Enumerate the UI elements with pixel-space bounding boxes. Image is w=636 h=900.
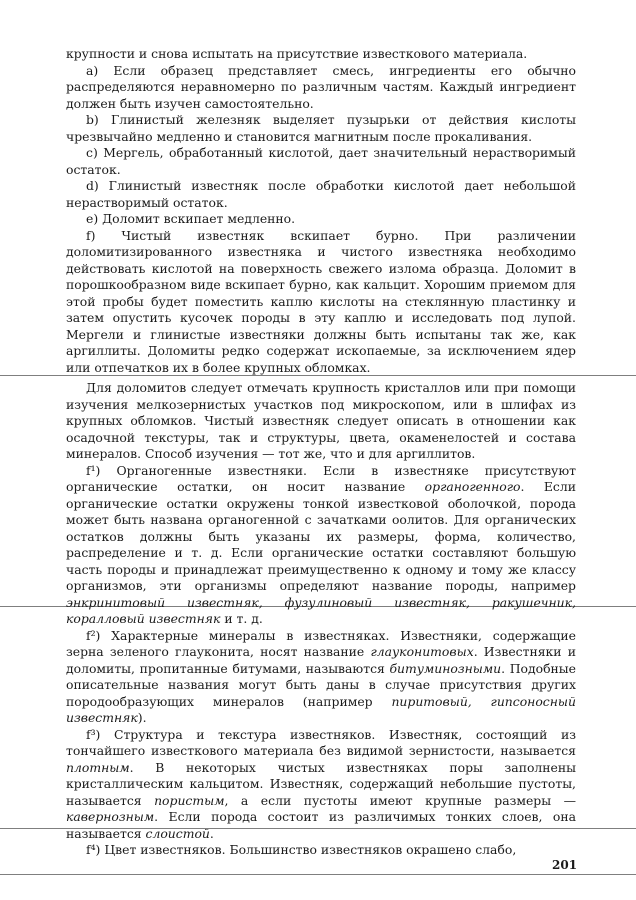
text-run: f) Чистый известняк вскипает бурно. При различении доломитизированного известняка и чистого известняка необходимо действовать кислотой на поверхность свежего излома образца. Доломит в порошкообразном виде вскипает бурно, как кальцит. Хорошим приемом для этой пробы будет поместить каплю кислоты на стеклянную пластинку и затем опустить кусочек породы в эту каплю и исследовать под лупой. Мергели и глинистые известняки должны быть испытаны так же, как аргиллиты. Доломиты редко содержат ископаемые, за исключением ядер или отпечатков их в более крупных обломках.: [66, 227, 576, 375]
text-run: крупности и снова испытать на присутствие известкового материала.: [66, 46, 528, 61]
text-run: . Подобные описательные названия могут быть даны в случае присутствия других породообразующих минералов (например: [66, 660, 576, 709]
text-run: f⁴) Цвет известняков. Большинство известняков окрашено слабо,: [86, 842, 517, 857]
italic-term: энкринитовый известняк, фузулиновый известняк, ракушечник, коралловый известняк: [66, 594, 576, 626]
text-run: b) Глинистый железняк выделяет пузырьки от действия кислоты чрезвычайно медленно и становится магнитным после прокаливания.: [66, 112, 576, 144]
text-run: f²) Характерные минералы в известняках. Известняки, содержащие зерна зеленого глауконита, носят название: [66, 627, 576, 659]
text-run: d) Глинистый известняк после обработки кислотой дает небольшой нерастворимый остаток.: [66, 178, 576, 210]
italic-term: плотным: [66, 759, 130, 775]
text-run: . Известняки и доломиты, пропитанные битумами, называются: [66, 644, 576, 676]
scan-rule-line: [0, 874, 636, 875]
text-run: Для доломитов следует отмечать крупность кристаллов или при помощи изучения мелкозернистых участков под микроскопом, или в шлифах из крупных обломков. Чистый известняк следует описать в отношении как осадочной текстуры, так и структуры, цвета, окаменелостей и состава минералов. Способ изучения — тот же, что и для аргиллитов.: [66, 380, 576, 461]
paragraph: [66, 727, 576, 843]
paragraph: [66, 112, 576, 145]
text-run: .: [209, 825, 214, 841]
paragraph: [66, 842, 576, 859]
paragraph: [66, 63, 576, 113]
text-run: c) Мергель, обработанный кислотой, дает значительный нерастворимый остаток.: [66, 145, 576, 177]
page-body-text: [66, 46, 576, 859]
text-run: . В некоторых чистых известняках поры заполнены кристаллическим кальцитом. Известняк, содержащий небольшие пустоты, называется: [66, 759, 576, 808]
paragraph: [66, 178, 576, 211]
paragraph: [66, 145, 576, 178]
paragraph: [66, 463, 576, 628]
text-run: , а если пустоты имеют крупные размеры —: [224, 792, 576, 808]
italic-term: битуминозными: [389, 660, 502, 676]
italic-term: органогенного: [424, 479, 521, 494]
italic-term: пиритовый, гипсоносный известняк: [66, 693, 576, 725]
text-run: и т. д.: [220, 611, 263, 626]
text-run: ).: [137, 710, 147, 725]
italic-term: пористым: [154, 792, 225, 808]
paragraph: [66, 380, 576, 463]
text-run: f³) Структура и текстура известняков. Известняк, состоящий из тончайшего известкового материала без видимой зернистости, называется: [66, 726, 576, 758]
page-number: 201: [552, 858, 578, 872]
paragraph: [66, 46, 576, 63]
paragraph: [66, 628, 576, 727]
text-run: . Если органические остатки окружены тонкой известковой оболочкой, порода может быть названа органогенной с зачатками оолитов. Для органических остатков должны быть указаны их размеры, форма, количество, распределение и т. д. Если органические остатки составляют большую часть породы и принадлежат преимущественно к одному и тому же классу организмов, эти организмы определяют название породы, например: [66, 479, 576, 593]
italic-term: кавернозным: [66, 809, 155, 824]
paragraph: [66, 211, 576, 228]
text-run: а) Если образец представляет смесь, ингредиенты его обычно распределяются неравномерно по различным частям. Каждый ингредиент должен быть изучен самостоятельно.: [66, 62, 576, 111]
italic-term: слоистой: [145, 825, 210, 841]
text-run: e) Доломит вскипает медленно.: [86, 211, 296, 226]
paragraph: [66, 228, 576, 377]
italic-term: глауконитовых: [370, 644, 474, 659]
text-run: f¹) Органогенные известняки. Если в известняке присутствуют органические остатки, он носит название: [66, 462, 576, 494]
text-run: . Если порода состоит из различимых тонких слоев, она называется: [66, 809, 576, 841]
